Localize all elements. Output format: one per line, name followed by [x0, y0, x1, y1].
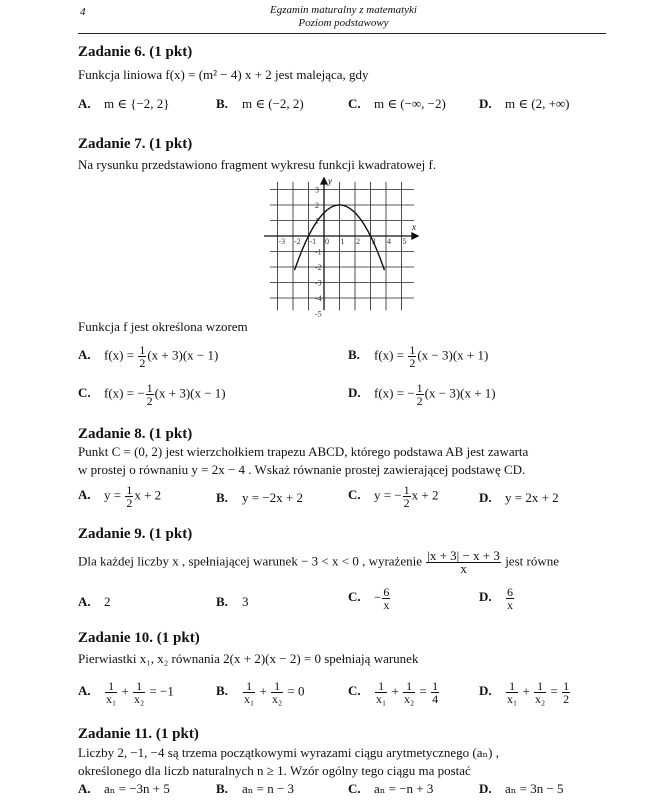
y-tick-label: 1	[315, 216, 319, 226]
fraction: $\frac{1}{2}$	[409, 343, 416, 370]
x-tick-label: -3	[278, 237, 286, 246]
x-tick-label: 4	[387, 237, 391, 246]
quadratic-graph	[262, 176, 422, 319]
task-7-option-c[interactable]: C. f(x) = − $\frac{1}{2}$ (x + 3)(x − 1)	[78, 381, 226, 408]
y-axis-label: y	[328, 176, 332, 186]
fraction: $\frac{1}{2}$	[416, 381, 423, 408]
y-tick-label: -3	[315, 278, 322, 288]
header-level: Poziom podstawowy	[298, 17, 389, 29]
y-tick-label: 2	[315, 201, 319, 210]
y-tick-label: -4	[315, 294, 322, 303]
task-6-option-c[interactable]: C. m ∈ (−∞, −2)	[348, 96, 446, 111]
task-9-expression	[426, 550, 501, 575]
x-tick-label: -2	[294, 237, 301, 246]
fraction-rhs: $\frac{1}{2}$	[563, 679, 570, 706]
x-tick-label: 5	[402, 237, 407, 246]
x-tick-label: 1	[340, 237, 345, 246]
task-7-option-d[interactable]: D. f(x) = − $\frac{1}{2}$ (x − 3)(x + 1)	[348, 381, 496, 408]
task-11-line-1: Liczby 2, −1, −4 są trzema początkowymi wyrazami ciągu arytmetycznego (aₙ) ,	[78, 745, 499, 760]
task-9-text-post: jest równe	[505, 553, 559, 569]
task-11-title: Zadanie 11. (1 pkt)	[78, 726, 199, 742]
task-10-text: Pierwiastki x₁, x₂ równania 2(x + 2)(x − 2) = 0 spełniają warunek	[78, 651, 419, 666]
task-8-line-2: w prostej o równaniu y = 2x − 4 . Wskaż równanie prostej zawierającej podstawę CD.	[78, 462, 526, 477]
task-11-option-d[interactable]: D. aₙ = 3n − 5	[479, 781, 564, 796]
fraction: $\frac{6}{x}$	[507, 585, 513, 612]
y-tick-label: -1	[315, 247, 322, 257]
task-9-title: Zadanie 9. (1 pkt)	[78, 526, 193, 542]
header-rule	[78, 33, 606, 34]
task-9-option-d[interactable]: D. $\frac{6}{x}$	[479, 585, 513, 612]
fraction-1-over-x2: $\frac{1}{\text{x₂}}$	[404, 679, 415, 706]
fraction: $\frac{6}{x}$	[383, 585, 390, 612]
header-exam-title: Egzamin maturalny z matematyki	[270, 4, 417, 16]
task-10-option-b[interactable]: B. $\frac{1}{\text{x₁}}$ + $\frac{1}{\text{x₂}}$ = 0	[216, 679, 305, 706]
fraction: $\frac{1}{2}$	[146, 381, 153, 408]
page-number: 4	[80, 6, 86, 18]
task-6-option-a[interactable]: A. m ∈ {−2, 2}	[78, 96, 170, 111]
task-8-option-d[interactable]: D. y = 2x + 2	[479, 490, 559, 505]
task-10-option-d[interactable]: D. $\frac{1}{\text{x₁}}$ + $\frac{1}{\text{x₂}}$ = $\frac{1}{2}$	[479, 679, 570, 706]
graph-grid	[270, 182, 414, 311]
task-9-option-c[interactable]: C. − $\frac{6}{x}$	[348, 585, 390, 612]
task-9-text	[78, 550, 606, 575]
fraction: $\frac{1}{2}$	[139, 343, 146, 370]
x-tick-label: 2	[356, 237, 360, 246]
x-axis-arrow	[412, 233, 418, 239]
x-axis-label: x	[412, 222, 416, 232]
task-6-option-b[interactable]: B. m ∈ (−2, 2)	[216, 96, 304, 111]
fraction: $\frac{1}{2}$	[403, 483, 410, 510]
y-tick-label: -2	[315, 263, 322, 272]
x-tick-label: -1	[309, 237, 317, 246]
x-tick-label: 3	[371, 237, 376, 246]
fraction-1-over-x2: $\frac{1}{\text{x₂}}$	[272, 679, 283, 706]
task-11-option-b[interactable]: B. aₙ = n − 3	[216, 781, 295, 796]
fraction-1-over-x1: $\frac{1}{\text{x₁}}$	[106, 679, 117, 706]
task-9-numerator: |x + 3| − x + 3	[427, 548, 500, 563]
fraction-1-over-x2: $\frac{1}{\text{x₂}}$	[535, 679, 546, 706]
task-9-option-a[interactable]: A. 2	[78, 594, 111, 609]
task-10-option-c[interactable]: C. $\frac{1}{\text{x₁}}$ + $\frac{1}{\text{x₂}}$ = $\frac{1}{4}$	[348, 679, 439, 706]
task-6-title: Zadanie 6. (1 pkt)	[78, 44, 193, 60]
task-9-option-b[interactable]: B. 3	[216, 594, 249, 609]
page-header	[80, 4, 607, 30]
task-11-line-2: określonego dla liczb naturalnych n ≥ 1. Wzór ogólny tego ciągu ma postać	[78, 763, 471, 778]
x-tick-label: 0	[325, 237, 329, 246]
fraction: $\frac{1}{2}$	[126, 483, 133, 510]
task-8-option-c[interactable]: C. y = − $\frac{1}{2}$ x + 2	[348, 483, 439, 510]
y-tick-label: 3	[315, 185, 319, 195]
task-7-title: Zadanie 7. (1 pkt)	[78, 136, 193, 152]
task-9-text-pre: Dla każdej liczby x , spełniającej warunek − 3 < x < 0 , wyrażenie	[78, 553, 422, 569]
task-7-option-b[interactable]: B. f(x) = $\frac{1}{2}$ (x − 3)(x + 1)	[348, 343, 489, 370]
task-8-option-a[interactable]: A. y = $\frac{1}{2}$ x + 2	[78, 483, 162, 510]
task-6-text: Funkcja liniowa f(x) = (m² − 4) x + 2 jest malejąca, gdy	[78, 67, 369, 82]
y-axis-arrow	[321, 178, 327, 184]
fraction-rhs: $\frac{1}{4}$	[432, 679, 439, 706]
task-7-option-a[interactable]: A. f(x) = $\frac{1}{2}$ (x + 3)(x − 1)	[78, 343, 219, 370]
task-8-title: Zadanie 8. (1 pkt)	[78, 426, 193, 442]
task-7-formula-prompt: Funkcja f jest określona wzorem	[78, 319, 248, 334]
task-8-line-1: Punkt C = (0, 2) jest wierzchołkiem trapezu ABCD, którego podstawa AB jest zawarta	[78, 444, 529, 459]
y-tick-label: -5	[315, 309, 322, 319]
fraction-1-over-x1: $\frac{1}{\text{x₁}}$	[507, 679, 518, 706]
task-9-denominator: x	[460, 561, 467, 576]
task-10-title: Zadanie 10. (1 pkt)	[78, 630, 200, 646]
task-11-option-c[interactable]: C. aₙ = −n + 3	[348, 781, 434, 796]
task-6-option-d[interactable]: D. m ∈ (2, +∞)	[479, 96, 570, 111]
task-8-option-b[interactable]: B. y = −2x + 2	[216, 490, 303, 505]
task-11-option-a[interactable]: A. aₙ = −3n + 5	[78, 781, 170, 796]
fraction-1-over-x1: $\frac{1}{\text{x₁}}$	[376, 679, 387, 706]
fraction-1-over-x2: $\frac{1}{\text{x₂}}$	[134, 679, 145, 706]
task-10-option-a[interactable]: A. $\frac{1}{\text{x₁}}$ + $\frac{1}{\text{x₂}}$ = −1	[78, 679, 174, 706]
fraction-1-over-x1: $\frac{1}{\text{x₁}}$	[244, 679, 255, 706]
task-7-text: Na rysunku przedstawiono fragment wykresu funkcji kwadratowej f.	[78, 157, 437, 172]
